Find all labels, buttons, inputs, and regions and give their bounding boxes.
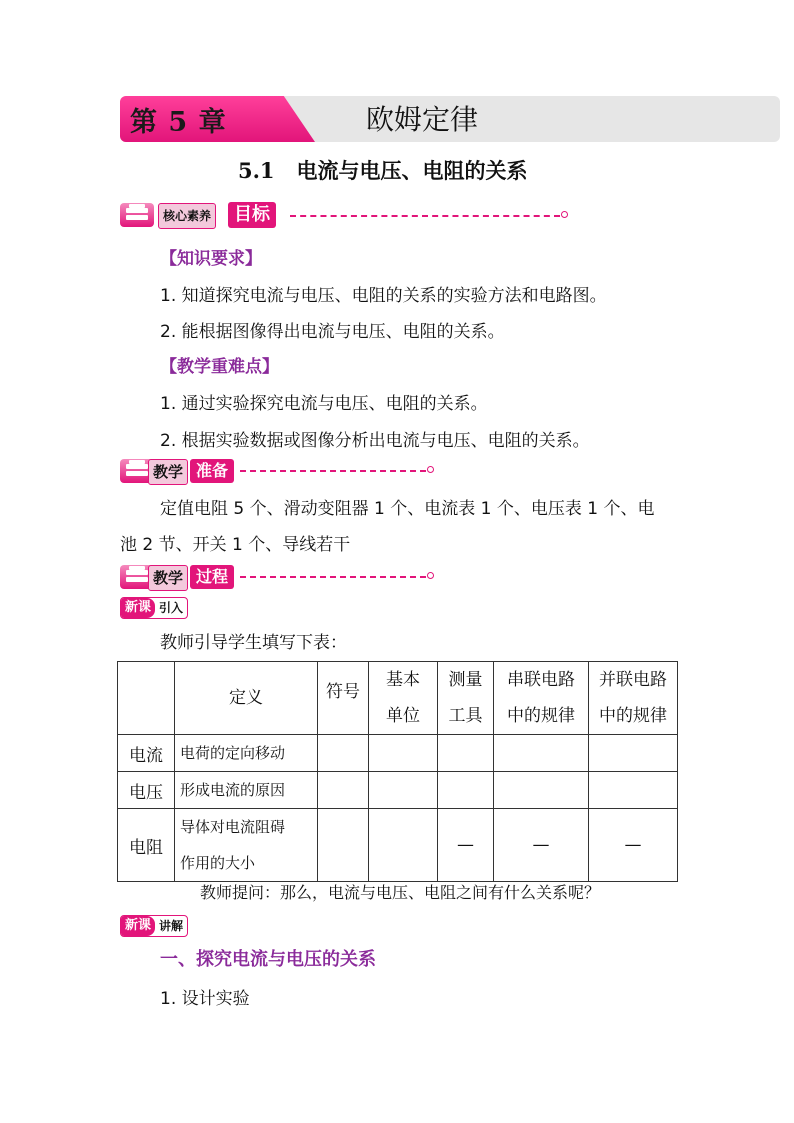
divider-line [240, 470, 426, 472]
knowledge-item-1: 1. 知道探究电流与电压、电阻的关系的实验方法和电路图。 [160, 286, 607, 306]
table-cell [589, 772, 678, 809]
table-cell [494, 735, 589, 772]
divider-end [427, 466, 434, 473]
tag-intro: 引入 [159, 601, 184, 615]
row-quantity-name: 电压 [118, 772, 175, 809]
key-point-1: 1. 通过实验探究电流与电压、电阻的关系。 [160, 394, 488, 414]
section-name: 电流与电压、电阻的关系 [296, 159, 528, 183]
table-row [118, 809, 678, 882]
prep-badge-title: 准备 [190, 459, 234, 483]
table-cell [318, 809, 369, 882]
process-badge-title: 过程 [190, 565, 234, 589]
table-row [118, 772, 678, 809]
divider-line [240, 576, 426, 578]
knowledge-item-2: 2. 能根据图像得出电流与电压、电阻的关系。 [160, 322, 505, 342]
table-cell [494, 772, 589, 809]
table-cell [369, 735, 438, 772]
prep-line-2: 池 2 节、开关 1 个、导线若干 [120, 535, 351, 555]
table-header-cell [118, 662, 175, 735]
table-cell [369, 772, 438, 809]
row-quantity-name: 电阻 [118, 809, 175, 882]
tag-new-lesson: 新课 [121, 598, 155, 618]
new-lesson-intro-tag [120, 597, 188, 619]
table-header-cell: 定义 [175, 662, 318, 735]
section-title [238, 155, 528, 185]
prep-line-1: 定值电阻 5 个、滑动变阻器 1 个、电流表 1 个、电压表 1 个、电 [160, 499, 655, 519]
tag-lecture: 讲解 [159, 919, 184, 933]
chapter-title: 欧姆定律 [366, 103, 479, 136]
teacher-question: 教师提问：那么，电流与电压、电阻之间有什么关系呢？ [200, 883, 601, 902]
table-cell [438, 735, 494, 772]
table-cell [318, 735, 369, 772]
table-header-row [118, 662, 678, 735]
chapter-number: 第 5 章 [130, 107, 227, 138]
table-header-cell: 并联电路 中的规律 [589, 662, 678, 735]
dash-cell: — [438, 809, 494, 882]
divider-line [290, 215, 560, 217]
table-cell [438, 772, 494, 809]
book-stack-icon [120, 203, 154, 227]
new-lesson-lecture-tag [120, 915, 188, 937]
row-definition: 导体对电流阻碍 作用的大小 [175, 809, 318, 882]
prep-badge-label: 教学 [148, 459, 188, 485]
table-header-cell: 测量 工具 [438, 662, 494, 735]
quantity-table [117, 661, 678, 882]
intro-text: 教师引导学生填写下表： [160, 633, 347, 653]
table-cell [369, 809, 438, 882]
dash-cell: — [589, 809, 678, 882]
part-1-title: 一、探究电流与电压的关系 [160, 949, 376, 970]
row-definition: 电荷的定向移动 [175, 735, 318, 772]
table-header-cell: 串联电路 中的规律 [494, 662, 589, 735]
row-quantity-name: 电流 [118, 735, 175, 772]
tag-new-lesson: 新课 [121, 916, 155, 936]
row-definition: 形成电流的原因 [175, 772, 318, 809]
goals-badge-title: 目标 [228, 202, 276, 228]
goals-badge-label: 核心素养 [158, 203, 216, 229]
table-header-cell: 符号 [318, 662, 369, 735]
key-points-heading: 【教学重难点】 [160, 357, 279, 377]
part-1-step-1: 1. 设计实验 [160, 989, 250, 1009]
knowledge-heading: 【知识要求】 [160, 249, 262, 269]
section-number: 5.1 [238, 158, 275, 183]
process-badge-label: 教学 [148, 565, 188, 591]
table-cell [589, 735, 678, 772]
key-point-2: 2. 根据实验数据或图像分析出电流与电压、电阻的关系。 [160, 431, 590, 451]
table-cell [318, 772, 369, 809]
table-row [118, 735, 678, 772]
dash-cell: — [494, 809, 589, 882]
divider-end [561, 211, 568, 218]
table-header-cell: 基本 单位 [369, 662, 438, 735]
divider-end [427, 572, 434, 579]
